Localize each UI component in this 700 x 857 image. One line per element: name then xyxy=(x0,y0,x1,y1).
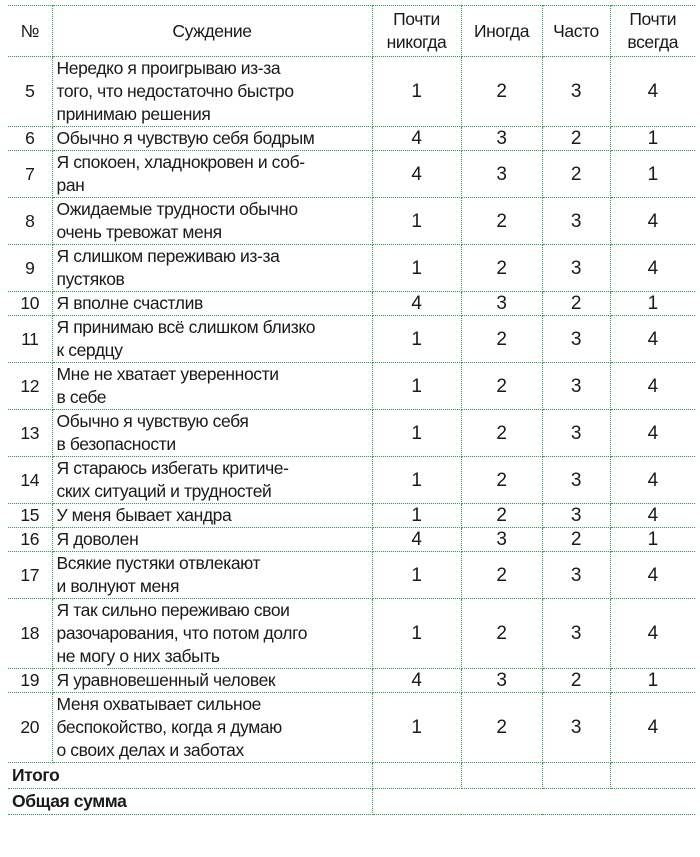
score-always: 4 xyxy=(610,552,695,599)
table-row xyxy=(8,599,695,669)
table-row xyxy=(8,245,695,292)
statement-text: Нередко я проигрываю из-за того, что недостаточно быстро принимаю решения xyxy=(52,57,372,127)
score-always: 1 xyxy=(610,151,695,198)
row-number: 14 xyxy=(8,457,52,504)
table-row xyxy=(8,316,695,363)
score-often: 3 xyxy=(542,410,610,457)
score-never: 4 xyxy=(372,151,461,198)
subtotal-cell xyxy=(542,763,610,789)
score-sometimes: 2 xyxy=(461,363,542,410)
score-never: 4 xyxy=(372,528,461,552)
statement-text: Я слишком переживаю из-за пустяков xyxy=(52,245,372,292)
header-sometimes: Иногда xyxy=(461,6,542,57)
score-often: 2 xyxy=(542,151,610,198)
header-often: Часто xyxy=(542,6,610,57)
score-sometimes: 3 xyxy=(461,151,542,198)
questionnaire-table xyxy=(8,5,695,815)
statement-text: Обычно я чувствую себя в безопасности xyxy=(52,410,372,457)
row-number: 17 xyxy=(8,552,52,599)
table-row xyxy=(8,127,695,151)
table-row xyxy=(8,363,695,410)
score-often: 3 xyxy=(542,552,610,599)
score-always: 4 xyxy=(610,57,695,127)
table-row xyxy=(8,504,695,528)
score-often: 2 xyxy=(542,292,610,316)
score-always: 4 xyxy=(610,198,695,245)
score-always: 4 xyxy=(610,245,695,292)
subtotal-cell xyxy=(461,763,542,789)
table-row xyxy=(8,528,695,552)
statement-text: Я стараюсь избегать критиче- ских ситуаций и трудностей xyxy=(52,457,372,504)
score-sometimes: 2 xyxy=(461,57,542,127)
score-never: 1 xyxy=(372,693,461,763)
score-always: 4 xyxy=(610,363,695,410)
row-number: 9 xyxy=(8,245,52,292)
row-number: 8 xyxy=(8,198,52,245)
row-number: 11 xyxy=(8,316,52,363)
row-number: 15 xyxy=(8,504,52,528)
score-sometimes: 2 xyxy=(461,316,542,363)
score-never: 1 xyxy=(372,316,461,363)
header-never: Почти никогда xyxy=(372,6,461,57)
score-sometimes: 2 xyxy=(461,552,542,599)
table-row xyxy=(8,198,695,245)
header-row xyxy=(8,6,695,57)
score-sometimes: 3 xyxy=(461,528,542,552)
statement-text: Меня охватывает сильное беспокойство, когда я думаю о своих делах и заботах xyxy=(52,693,372,763)
score-always: 4 xyxy=(610,457,695,504)
row-number: 6 xyxy=(8,127,52,151)
score-always: 4 xyxy=(610,410,695,457)
row-number: 5 xyxy=(8,57,52,127)
score-always: 1 xyxy=(610,127,695,151)
table-row xyxy=(8,410,695,457)
score-often: 3 xyxy=(542,245,610,292)
table-row xyxy=(8,57,695,127)
header-always: Почти всегда xyxy=(610,6,695,57)
score-always: 1 xyxy=(610,528,695,552)
score-often: 3 xyxy=(542,457,610,504)
score-always: 4 xyxy=(610,693,695,763)
subtotal-label: Итого xyxy=(8,763,372,789)
statement-text: Ожидаемые трудности обычно очень тревожат меня xyxy=(52,198,372,245)
row-number: 20 xyxy=(8,693,52,763)
header-statement: Суждение xyxy=(52,6,372,57)
statement-text: Я спокоен, хладнокровен и соб- ран xyxy=(52,151,372,198)
grand-total-label: Общая сумма xyxy=(8,789,372,815)
score-often: 3 xyxy=(542,316,610,363)
score-never: 1 xyxy=(372,552,461,599)
grand-total-cell xyxy=(372,789,695,815)
subtotal-cell xyxy=(372,763,461,789)
statement-text: Я принимаю всё слишком близко к сердцу xyxy=(52,316,372,363)
score-never: 1 xyxy=(372,457,461,504)
statement-text: Я доволен xyxy=(52,528,372,552)
statement-text: Я так сильно переживаю свои разочарования, что потом долго не могу о них забыть xyxy=(52,599,372,669)
score-never: 1 xyxy=(372,57,461,127)
score-never: 1 xyxy=(372,599,461,669)
statement-text: Обычно я чувствую себя бодрым xyxy=(52,127,372,151)
score-always: 4 xyxy=(610,599,695,669)
score-sometimes: 2 xyxy=(461,504,542,528)
row-number: 12 xyxy=(8,363,52,410)
score-never: 1 xyxy=(372,410,461,457)
score-never: 1 xyxy=(372,504,461,528)
score-often: 3 xyxy=(542,599,610,669)
score-sometimes: 2 xyxy=(461,245,542,292)
grand-total-row xyxy=(8,789,695,815)
score-often: 3 xyxy=(542,198,610,245)
score-sometimes: 2 xyxy=(461,457,542,504)
score-sometimes: 2 xyxy=(461,693,542,763)
table-row xyxy=(8,669,695,693)
score-sometimes: 2 xyxy=(461,198,542,245)
score-never: 4 xyxy=(372,127,461,151)
score-often: 3 xyxy=(542,57,610,127)
row-number: 10 xyxy=(8,292,52,316)
score-always: 4 xyxy=(610,316,695,363)
score-sometimes: 3 xyxy=(461,127,542,151)
table-row xyxy=(8,151,695,198)
score-often: 2 xyxy=(542,528,610,552)
table-row xyxy=(8,457,695,504)
row-number: 7 xyxy=(8,151,52,198)
score-sometimes: 2 xyxy=(461,599,542,669)
statement-text: Мне не хватает уверенности в себе xyxy=(52,363,372,410)
subtotal-cell xyxy=(610,763,695,789)
row-number: 18 xyxy=(8,599,52,669)
table-row xyxy=(8,552,695,599)
statement-text: Всякие пустяки отвлекают и волнуют меня xyxy=(52,552,372,599)
table-row xyxy=(8,693,695,763)
score-often: 2 xyxy=(542,669,610,693)
score-often: 3 xyxy=(542,504,610,528)
score-never: 4 xyxy=(372,669,461,693)
score-often: 3 xyxy=(542,363,610,410)
statement-text: Я уравновешенный человек xyxy=(52,669,372,693)
row-number: 13 xyxy=(8,410,52,457)
header-num: № xyxy=(8,6,52,57)
score-often: 3 xyxy=(542,693,610,763)
score-sometimes: 3 xyxy=(461,292,542,316)
statement-text: У меня бывает хандра xyxy=(52,504,372,528)
score-never: 1 xyxy=(372,198,461,245)
score-never: 4 xyxy=(372,292,461,316)
score-sometimes: 3 xyxy=(461,669,542,693)
score-never: 1 xyxy=(372,363,461,410)
row-number: 16 xyxy=(8,528,52,552)
score-always: 4 xyxy=(610,504,695,528)
score-always: 1 xyxy=(610,292,695,316)
score-always: 1 xyxy=(610,669,695,693)
statement-text: Я вполне счастлив xyxy=(52,292,372,316)
score-never: 1 xyxy=(372,245,461,292)
row-number: 19 xyxy=(8,669,52,693)
table-row xyxy=(8,292,695,316)
score-sometimes: 2 xyxy=(461,410,542,457)
score-often: 2 xyxy=(542,127,610,151)
subtotal-row xyxy=(8,763,695,789)
